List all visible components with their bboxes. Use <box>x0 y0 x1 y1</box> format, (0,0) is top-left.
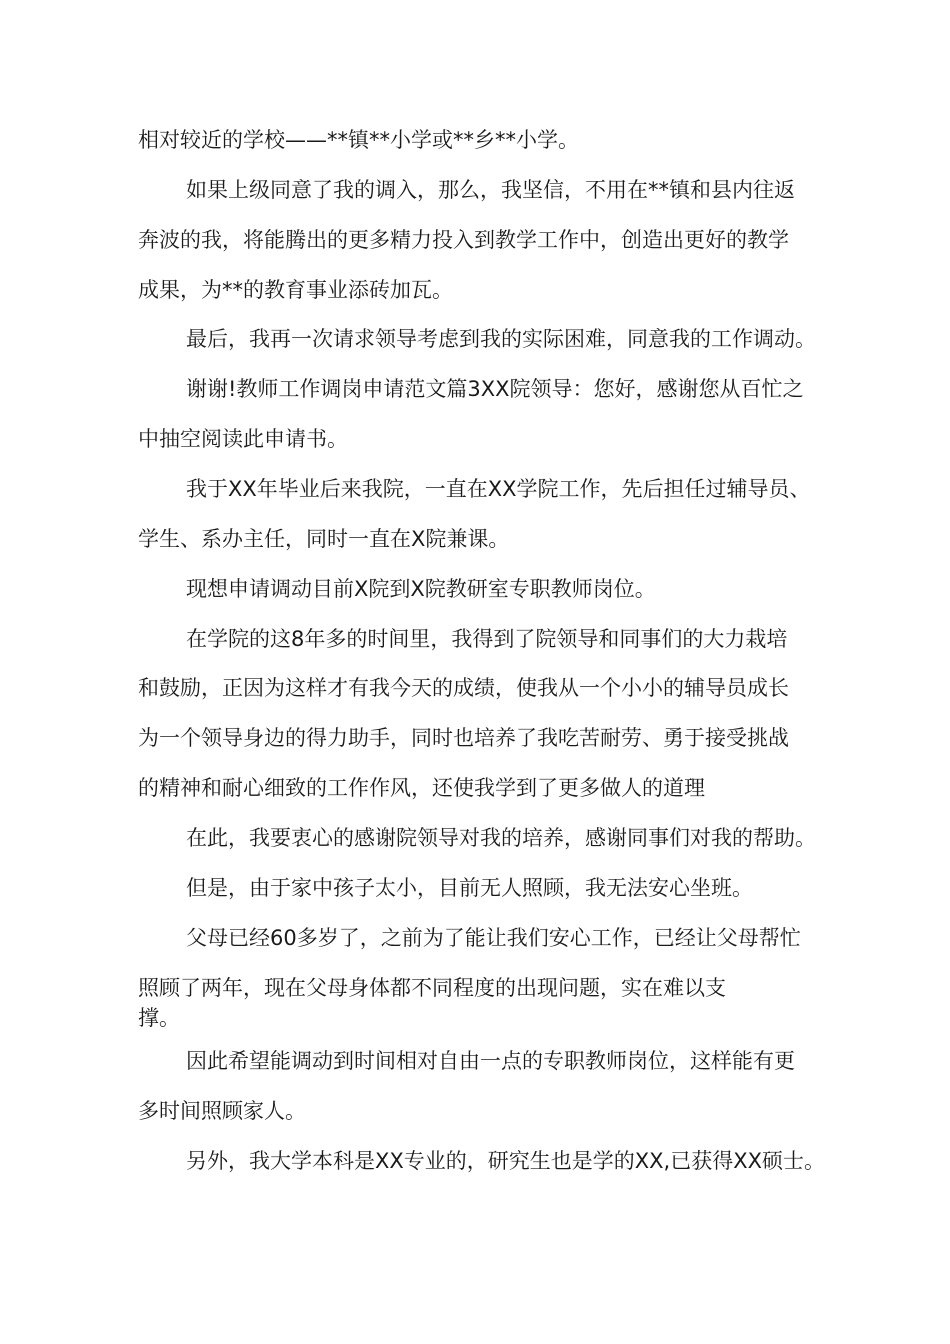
text-line: 和鼓励，正因为这样才有我今天的成绩，使我从一个小小的辅导员成长 <box>138 676 789 700</box>
text-line: 在此，我要衷心的感谢院领导对我的培养，感谢同事们对我的帮助。 <box>186 826 816 850</box>
text-line: 学生、系办主任，同时一直在X院兼课。 <box>138 527 510 551</box>
text-line: 现想申请调动目前X院到X院教研室专职教师岗位。 <box>186 577 656 601</box>
text-line: 在学院的这8年多的时间里，我得到了院领导和同事们的大力栽培 <box>186 627 788 651</box>
text-line: 中抽空阅读此申请书。 <box>138 427 348 451</box>
text-line: 多时间照顾家人。 <box>138 1099 306 1123</box>
text-line: 的精神和耐心细致的工作作风，还使我学到了更多做人的道理 <box>138 776 705 800</box>
text-line: 成果，为**的教育事业添砖加瓦。 <box>138 278 453 302</box>
text-line: 为一个领导身边的得力助手，同时也培养了我吃苦耐劳、勇于接受挑战 <box>138 726 789 750</box>
text-line: 如果上级同意了我的调入，那么，我坚信，不用在**镇和县内往返 <box>186 178 795 202</box>
text-line: 另外，我大学本科是XX专业的，研究生也是学的XX,已获得XX硕士。 <box>186 1149 825 1173</box>
text-line: 我于XX年毕业后来我院，一直在XX学院工作，先后担任过辅导员、 <box>186 477 811 501</box>
text-line: 奔波的我，将能腾出的更多精力投入到教学工作中，创造出更好的教学 <box>138 228 789 252</box>
text-line: 撑。 <box>138 1006 180 1030</box>
text-line: 但是，由于家中孩子太小，目前无人照顾，我无法安心坐班。 <box>186 876 753 900</box>
text-line: 照顾了两年，现在父母身体都不同程度的出现问题，实在难以支 <box>138 976 726 1000</box>
text-line: 谢谢!教师工作调岗申请范文篇3XX院领导：您好，感谢您从百忙之 <box>186 377 804 401</box>
text-line: 父母已经60多岁了，之前为了能让我们安心工作，已经让父母帮忙 <box>186 926 801 950</box>
text-line: 相对较近的学校——**镇**小学或**乡**小学。 <box>138 128 579 152</box>
text-line: 因此希望能调动到时间相对自由一点的专职教师岗位，这样能有更 <box>186 1049 795 1073</box>
text-line: 最后，我再一次请求领导考虑到我的实际困难，同意我的工作调动。 <box>186 327 816 351</box>
